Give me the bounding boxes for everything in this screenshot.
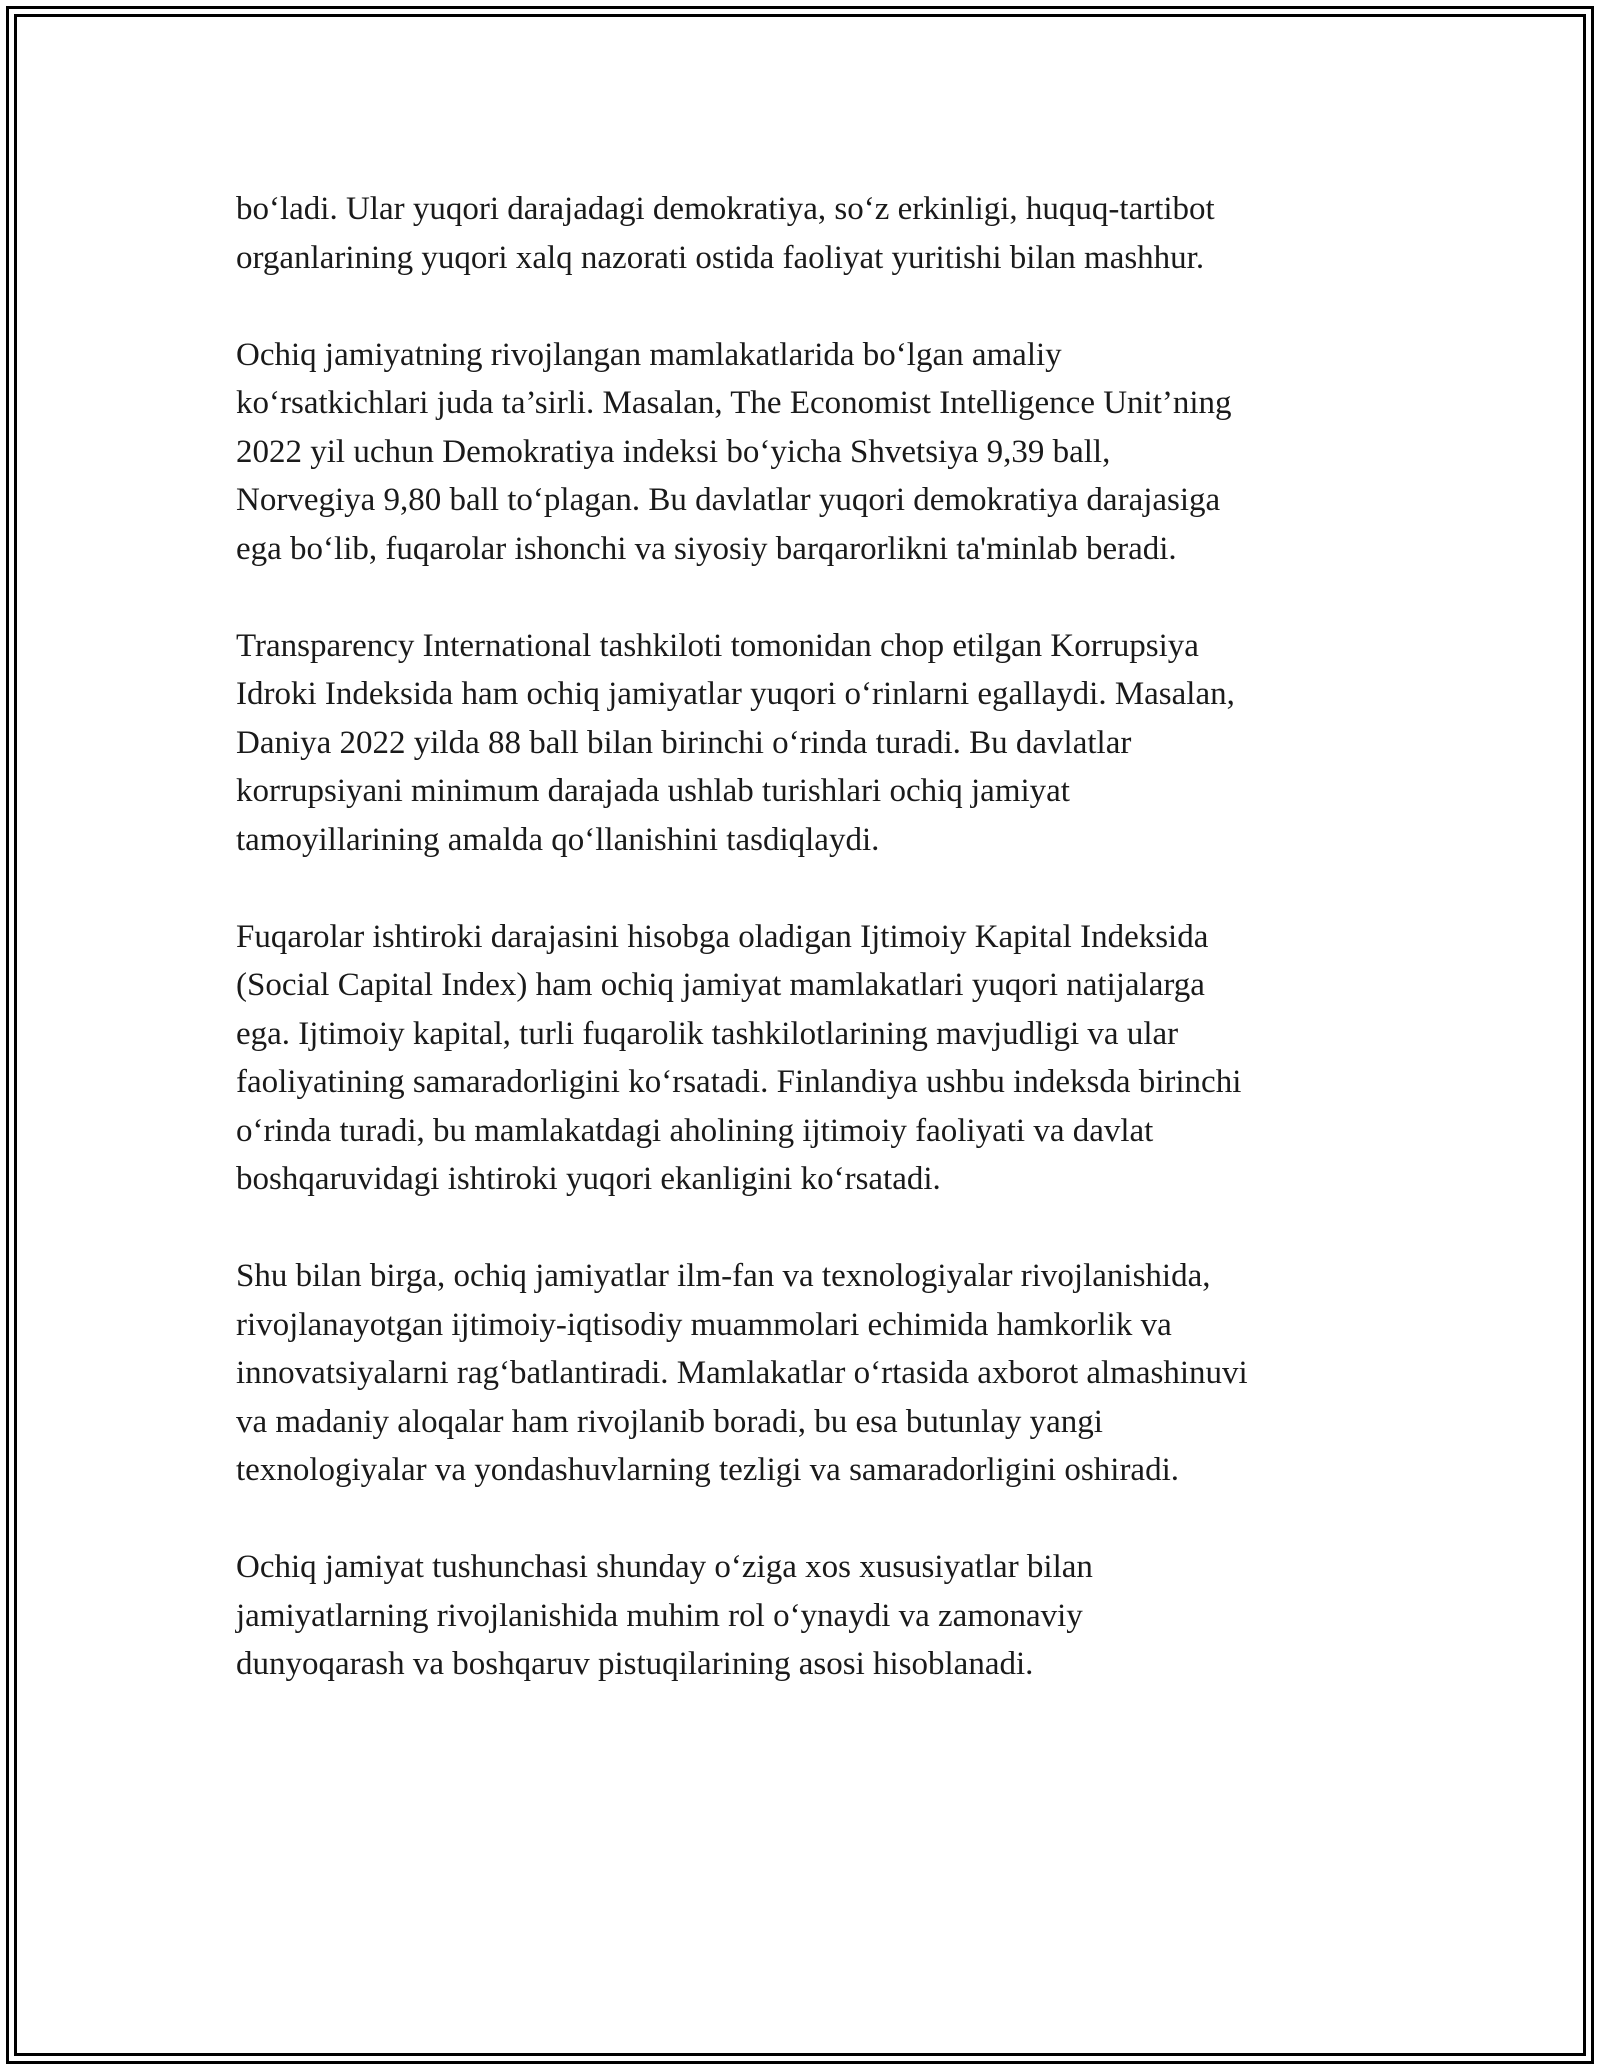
paragraph-2: Ochiq jamiyatning rivojlangan mamlakatlarida bo‘lgan amaliy ko‘rsatkichlari juda ta’sirli. Masalan, The Economist Intelligence Unit’ning 2022 yil uchun Demokratiya indeksi bo‘yicha Shvetsiya 9,39 ball, Norvegiya 9,80 ball to‘plagan. Bu davlatlar yuqori demokratiya darajasiga ega bo‘lib, fuqarolar ishonchi va siyosiy barqarorlikni ta'minlab beradi.: [236, 336, 1232, 567]
paragraph-1: bo‘ladi. Ular yuqori darajadagi demokratiya, so‘z erkinligi, huquq-tartibot organlarining yuqori xalq nazorati ostida faoliyat yuritishi bilan mashhur.: [236, 191, 1215, 276]
paragraph-3: Transparency International tashkiloti tomonidan chop etilgan Korrupsiya Idroki Indeksida ham ochiq jamiyatlar yuqori o‘rinlarni egallaydi. Masalan, Daniya 2022 yilda 88 ball bilan birinchi o‘rinda turadi. Bu davlatlar korrupsiyani minimum darajada ushlab turishlari ochiq jamiyat tamoyillarining amalda qo‘llanishini tasdiqlaydi.: [236, 627, 1235, 858]
paragraph-5: Shu bilan birga, ochiq jamiyatlar ilm-fan va texnologiyalar rivojlanishida, rivojlanayotgan ijtimoiy-iqtisodiy muammolari echimida hamkorlik va innovatsiyalarni rag‘batlantiradi. Mamlakatlar o‘rtasida axborot almashinuvi va madaniy aloqalar ham rivojlanib boradi, bu esa butunlay yangi texnologiyalar va yondashuvlarning tezligi va samaradorligini oshiradi.: [236, 1258, 1248, 1488]
paragraph-4: Fuqarolar ishtiroki darajasini hisobga oladigan Ijtimoiy Kapital Indeksida (Social Capital Index) ham ochiq jamiyat mamlakatlari yuqori natijalarga ega. Ijtimoiy kapital, turli fuqarolik tashkilotlarining mavjudligi va ular faoliyatining samaradorligini ko‘rsatadi. Finlandiya ushbu indeksda birinchi o‘rinda turadi, bu mamlakatdagi aholining ijtimoiy faoliyati va davlat boshqaruvidagi ishtiroki yuqori ekanligini ko‘rsatadi.: [236, 918, 1242, 1197]
document-body: [236, 185, 1376, 1737]
paragraph-6: Ochiq jamiyat tushunchasi shunday o‘ziga xos xususiyatlar bilan jamiyatlarning rivojlanishida muhim rol o‘ynaydi va zamonaviy dunyoqarash va boshqaruv pistuqilarining asosi hisoblanadi.: [236, 1549, 1093, 1682]
